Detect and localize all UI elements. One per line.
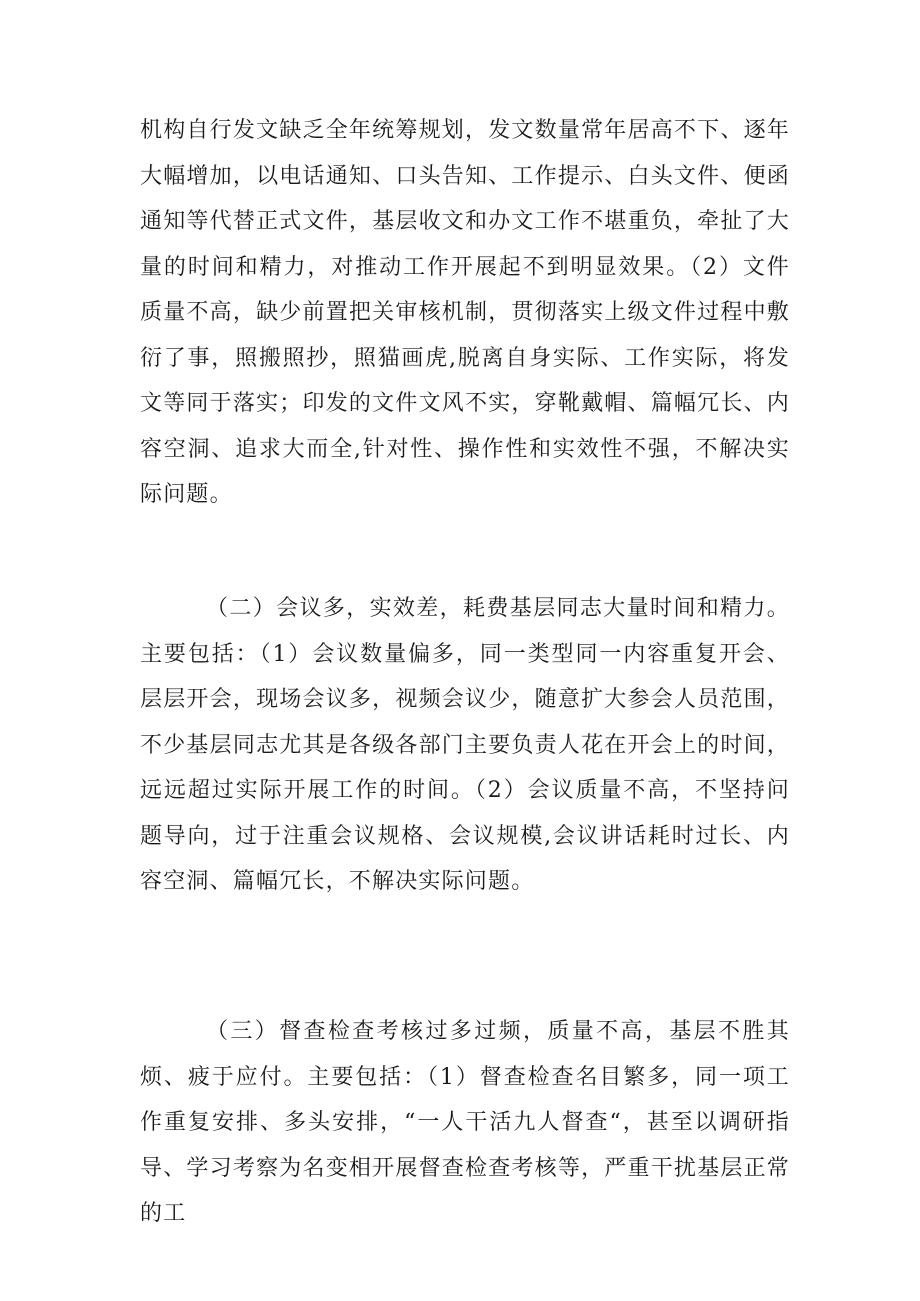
paragraph-section-two: （二）会议多，实效差，耗费基层同志大量时间和精力。主要包括：（1）会议数量偏多，同一类型同一内容重复开会、层层开会，现场会议多，视频会议少，随意扩大参会人员范围，不少基层同志尤其是各级各部门主要负责人花在开会上的时间，远远超过实际开展工作的时间。（2）会议质量不高，不坚持问题导向，过于注重会议规格、会议规模,会议讲话耗时过长、内容空洞、篇幅冗长，不解决实际问题。 [140,596,790,894]
paragraph-continuation: 机构自行发文缺乏全年统筹规划，发文数量常年居高不下、逐年大幅增加，以电话通知、口头告知、工作提示、白头文件、便函通知等代替正式文件，基层收文和办文工作不堪重负，牵扯了大量的时间和精力，对推动工作开展起不到明显效果。（2）文件质量不高，缺少前置把关审核机制，贯彻落实上级文件过程中敷衍了事，照搬照抄，照猫画虎,脱离自身实际、工作实际，将发文等同于落实；印发的文件文风不实，穿靴戴帽、篇幅冗长、内容空洞、追求大而全,针对性、操作性和实效性不强，不解决实际问题。 [140,118,790,507]
paragraph-section-three: （三）督查检查考核过多过频，质量不高，基层不胜其烦、疲于应付。主要包括：（1）督查检查名目繁多，同一项工作重复安排、多头安排，“一人干活九人督查“，甚至以调研指导、学习考察为名变相开展督查检查考核等，严重干扰基层正常的工 [140,1019,790,1226]
